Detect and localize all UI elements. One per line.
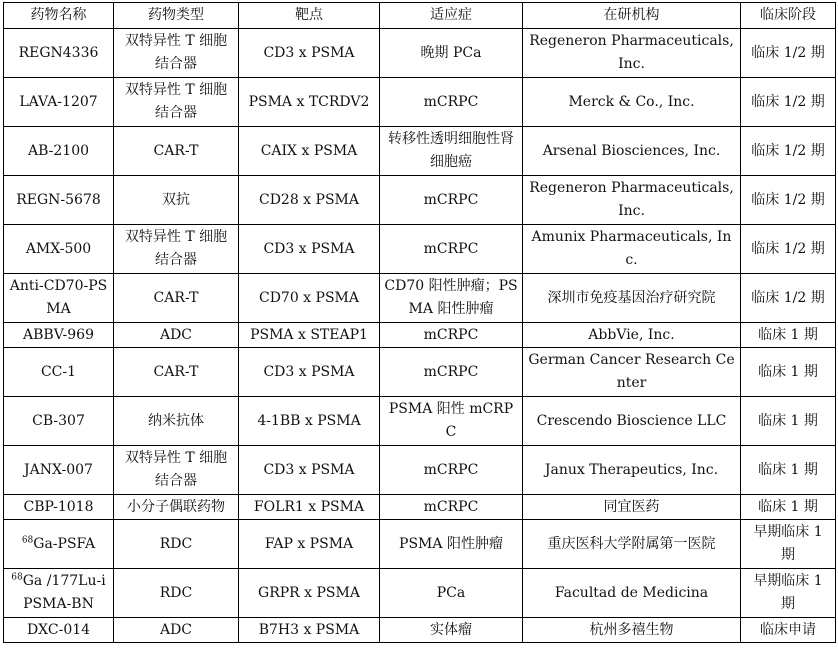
- cell-clinical-phase: 临床 1 期: [741, 348, 836, 397]
- cell-clinical-phase: 临床 1 期: [741, 495, 836, 520]
- cell-target: CAIX x PSMA: [239, 127, 380, 176]
- cell-drug-type: ADC: [114, 323, 239, 348]
- table-row: [4, 618, 836, 643]
- table-header-row: [4, 3, 836, 29]
- cell-target: CD3 x PSMA: [239, 446, 380, 495]
- cell-drug-type: 双抗: [114, 176, 239, 225]
- cell-indication: mCRPC: [380, 176, 523, 225]
- cell-target: GRPR x PSMA: [239, 569, 380, 618]
- drug-name-text: Ga-PSFA: [33, 535, 96, 552]
- cell-drug-type: CAR-T: [114, 274, 239, 323]
- cell-clinical-phase: 临床 1/2 期: [741, 29, 836, 78]
- header-drug-type: 药物类型: [114, 3, 239, 29]
- table-row: [4, 495, 836, 520]
- cell-drug-type: 双特异性 T 细胞结合器: [114, 225, 239, 274]
- cell-target: CD70 x PSMA: [239, 274, 380, 323]
- cell-organization: Facultad de Medicina: [523, 569, 741, 618]
- cell-indication: 转移性透明细胞性肾细胞癌: [380, 127, 523, 176]
- drug-pipeline-table: [3, 2, 836, 643]
- cell-clinical-phase: 早期临床 1 期: [741, 569, 836, 618]
- header-drug-name: 药物名称: [4, 3, 114, 29]
- cell-drug-name: CC-1: [4, 348, 114, 397]
- table-row: [4, 569, 836, 618]
- cell-drug-name: CBP-1018: [4, 495, 114, 520]
- cell-clinical-phase: 临床 1 期: [741, 446, 836, 495]
- cell-indication: PSMA 阳性肿瘤: [380, 520, 523, 569]
- cell-drug-type: CAR-T: [114, 348, 239, 397]
- table-row: [4, 348, 836, 397]
- cell-target: CD28 x PSMA: [239, 176, 380, 225]
- cell-organization: Janux Therapeutics, Inc.: [523, 446, 741, 495]
- cell-indication: mCRPC: [380, 78, 523, 127]
- cell-indication: PCa: [380, 569, 523, 618]
- cell-clinical-phase: 临床 1/2 期: [741, 225, 836, 274]
- cell-indication: 晚期 PCa: [380, 29, 523, 78]
- cell-drug-name: REGN4336: [4, 29, 114, 78]
- cell-drug-name: [4, 569, 114, 618]
- isotope-superscript: 68: [11, 572, 23, 583]
- cell-clinical-phase: 临床 1 期: [741, 397, 836, 446]
- cell-organization: 同宜医药: [523, 495, 741, 520]
- cell-drug-name: JANX-007: [4, 446, 114, 495]
- table-row: [4, 323, 836, 348]
- cell-target: B7H3 x PSMA: [239, 618, 380, 643]
- header-indication: 适应症: [380, 3, 523, 29]
- cell-indication: mCRPC: [380, 323, 523, 348]
- header-clinical-phase: 临床阶段: [741, 3, 836, 29]
- cell-indication: 实体瘤: [380, 618, 523, 643]
- cell-organization: Amunix Pharmaceuticals, Inc.: [523, 225, 741, 274]
- table-row: [4, 274, 836, 323]
- cell-clinical-phase: 临床 1/2 期: [741, 274, 836, 323]
- cell-indication: mCRPC: [380, 225, 523, 274]
- cell-drug-type: 小分子偶联药物: [114, 495, 239, 520]
- cell-organization: 深圳市免疫基因治疗研究院: [523, 274, 741, 323]
- cell-target: PSMA x TCRDV2: [239, 78, 380, 127]
- cell-target: CD3 x PSMA: [239, 225, 380, 274]
- cell-indication: mCRPC: [380, 446, 523, 495]
- cell-organization: 重庆医科大学附属第一医院: [523, 520, 741, 569]
- drug-name-text: Ga /177Lu-iPSMA-BN: [22, 573, 106, 612]
- cell-drug-type: 双特异性 T 细胞结合器: [114, 446, 239, 495]
- cell-drug-type: 双特异性 T 细胞结合器: [114, 29, 239, 78]
- table-row: [4, 78, 836, 127]
- table-row: [4, 29, 836, 78]
- cell-clinical-phase: 临床申请: [741, 618, 836, 643]
- cell-drug-name: REGN-5678: [4, 176, 114, 225]
- cell-organization: German Cancer Research Center: [523, 348, 741, 397]
- cell-target: FOLR1 x PSMA: [239, 495, 380, 520]
- cell-target: CD3 x PSMA: [239, 29, 380, 78]
- cell-drug-name: [4, 520, 114, 569]
- cell-organization: Crescendo Bioscience LLC: [523, 397, 741, 446]
- cell-drug-type: RDC: [114, 520, 239, 569]
- cell-target: CD3 x PSMA: [239, 348, 380, 397]
- cell-indication: PSMA 阳性 mCRPC: [380, 397, 523, 446]
- cell-clinical-phase: 临床 1/2 期: [741, 176, 836, 225]
- cell-indication: mCRPC: [380, 495, 523, 520]
- cell-indication: CD70 阳性肿瘤；PSMA 阳性肿瘤: [380, 274, 523, 323]
- cell-drug-name: ABBV-969: [4, 323, 114, 348]
- table-row: [4, 397, 836, 446]
- cell-organization: Arsenal Biosciences, Inc.: [523, 127, 741, 176]
- table-row: [4, 446, 836, 495]
- cell-drug-name: CB-307: [4, 397, 114, 446]
- cell-organization: Regeneron Pharmaceuticals, Inc.: [523, 176, 741, 225]
- isotope-superscript: 68: [21, 534, 34, 545]
- header-organization: 在研机构: [523, 3, 741, 29]
- cell-clinical-phase: 临床 1/2 期: [741, 78, 836, 127]
- cell-organization: 杭州多禧生物: [523, 618, 741, 643]
- cell-drug-name: DXC-014: [4, 618, 114, 643]
- table-row: [4, 520, 836, 569]
- cell-organization: Merck & Co., Inc.: [523, 78, 741, 127]
- cell-drug-name: Anti-CD70-PSMA: [4, 274, 114, 323]
- cell-organization: AbbVie, Inc.: [523, 323, 741, 348]
- table-row: [4, 225, 836, 274]
- header-target: 靶点: [239, 3, 380, 29]
- cell-drug-type: 双特异性 T 细胞结合器: [114, 78, 239, 127]
- cell-clinical-phase: 临床 1/2 期: [741, 127, 836, 176]
- cell-target: 4-1BB x PSMA: [239, 397, 380, 446]
- cell-drug-name: AB-2100: [4, 127, 114, 176]
- cell-drug-type: RDC: [114, 569, 239, 618]
- cell-indication: mCRPC: [380, 348, 523, 397]
- cell-clinical-phase: 早期临床 1 期: [741, 520, 836, 569]
- cell-drug-type: ADC: [114, 618, 239, 643]
- cell-drug-type: CAR-T: [114, 127, 239, 176]
- table-row: [4, 176, 836, 225]
- cell-clinical-phase: 临床 1 期: [741, 323, 836, 348]
- cell-organization: Regeneron Pharmaceuticals, Inc.: [523, 29, 741, 78]
- cell-drug-name: AMX-500: [4, 225, 114, 274]
- cell-target: PSMA x STEAP1: [239, 323, 380, 348]
- table-row: [4, 127, 836, 176]
- cell-target: FAP x PSMA: [239, 520, 380, 569]
- cell-drug-name: LAVA-1207: [4, 78, 114, 127]
- cell-drug-type: 纳米抗体: [114, 397, 239, 446]
